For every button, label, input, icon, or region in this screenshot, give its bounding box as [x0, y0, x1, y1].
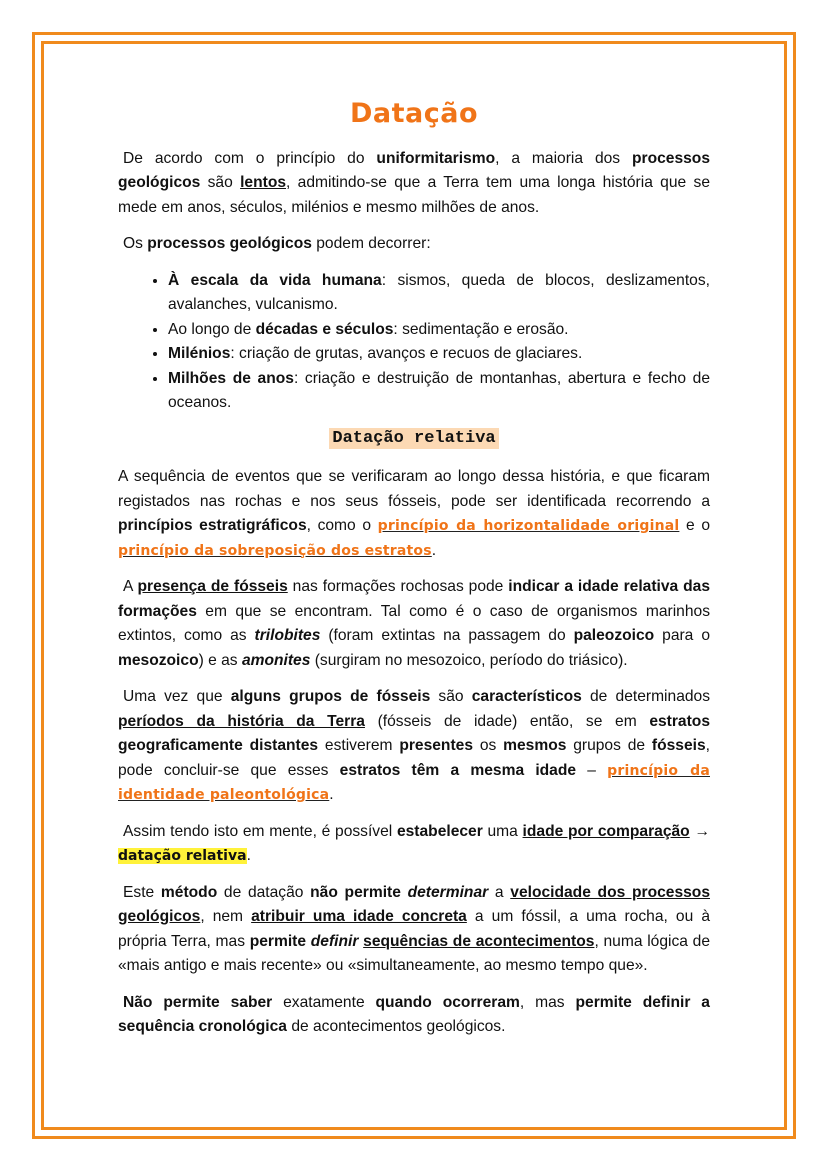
list-item: • À escala da vida humana: sismos, queda de blocos, deslizamentos, avalanches, vulcanismo.	[168, 269, 710, 318]
paragraph-relative-dating: Assim tendo isto em mente, é possível estabelecer uma idade por comparação → datação relativa.	[118, 822, 711, 864]
list-item: • Ao longo de décadas e séculos: sedimentação e erosão.	[168, 318, 710, 343]
paragraph-fossils: A presença de fósseis nas formações rochosas pode indicar a idade relativa das formações em que se encontram. Tal como é o caso de organismos marinhos extintos, como as trilobites (foram extintas na passagem do paleozoico para o mesozoico) e as amonites (surgiram no mesozoico, período do triásico).	[118, 578, 710, 669]
list-item: • Milénios: criação de grutas, avanços e recuos de glaciares.	[168, 342, 710, 367]
highlight-principle-paleontological-identity: princípio da identidade paleontológica	[118, 762, 710, 803]
section-subtitle: Datação relativa	[118, 426, 710, 452]
paragraph-method-limits: Este método de datação não permite determinar a velocidade dos processos geológicos, nem atribuir uma idade concreta a um fóssil, a uma rocha, ou à própria Terra, mas permite definir sequências de acontecimentos, numa lógica de «mais antigo e mais recente» ou «simultaneamente, ao mesmo tempo que».	[118, 883, 710, 974]
highlight-relative-dating: datação relativa	[118, 848, 247, 864]
processes-intro: Os processos geológicos podem decorrer:	[123, 235, 431, 252]
paragraph-index-fossils: Uma vez que alguns grupos de fósseis são característicos de determinados períodos da história da Terra (fósseis de idade) então, se em estratos geograficamente distantes estiverem presentes os mesmos grupos de fósseis, pode concluir-se que esses estratos têm a mesma idade – princípio da identidade paleontológica.	[118, 688, 711, 803]
page-title: Datação	[349, 98, 479, 129]
list-item: • Milhões de anos: criação e destruição de montanhas, abertura e fecho de oceanos.	[168, 367, 710, 416]
paragraph-stratigraphic-principles: A sequência de eventos que se verificaram ao longo dessa história, e que ficaram registados nas rochas e nos seus fósseis, pode ser identificada recorrendo a princípios estratigráficos, como o princípio da horizontalidade original e o princípio da sobreposição dos estratos.	[118, 468, 711, 559]
paragraph-conclusion: Não permite saber exatamente quando ocorreram, mas permite definir a sequência cronológica de acontecimentos geológicos.	[118, 993, 710, 1035]
document-body	[118, 100, 710, 1052]
intro-paragraph: De acordo com o princípio do uniformitarismo, a maioria dos processos geológicos são lentos, admitindo-se que a Terra tem uma longa história que se mede em anos, séculos, milénios e mesmo milhões de anos.	[118, 149, 711, 216]
highlight-principle-superposition: princípio da sobreposição dos estratos	[118, 542, 432, 559]
highlight-principle-horizontality: princípio da horizontalidade original	[377, 518, 680, 534]
processes-list	[118, 269, 710, 416]
